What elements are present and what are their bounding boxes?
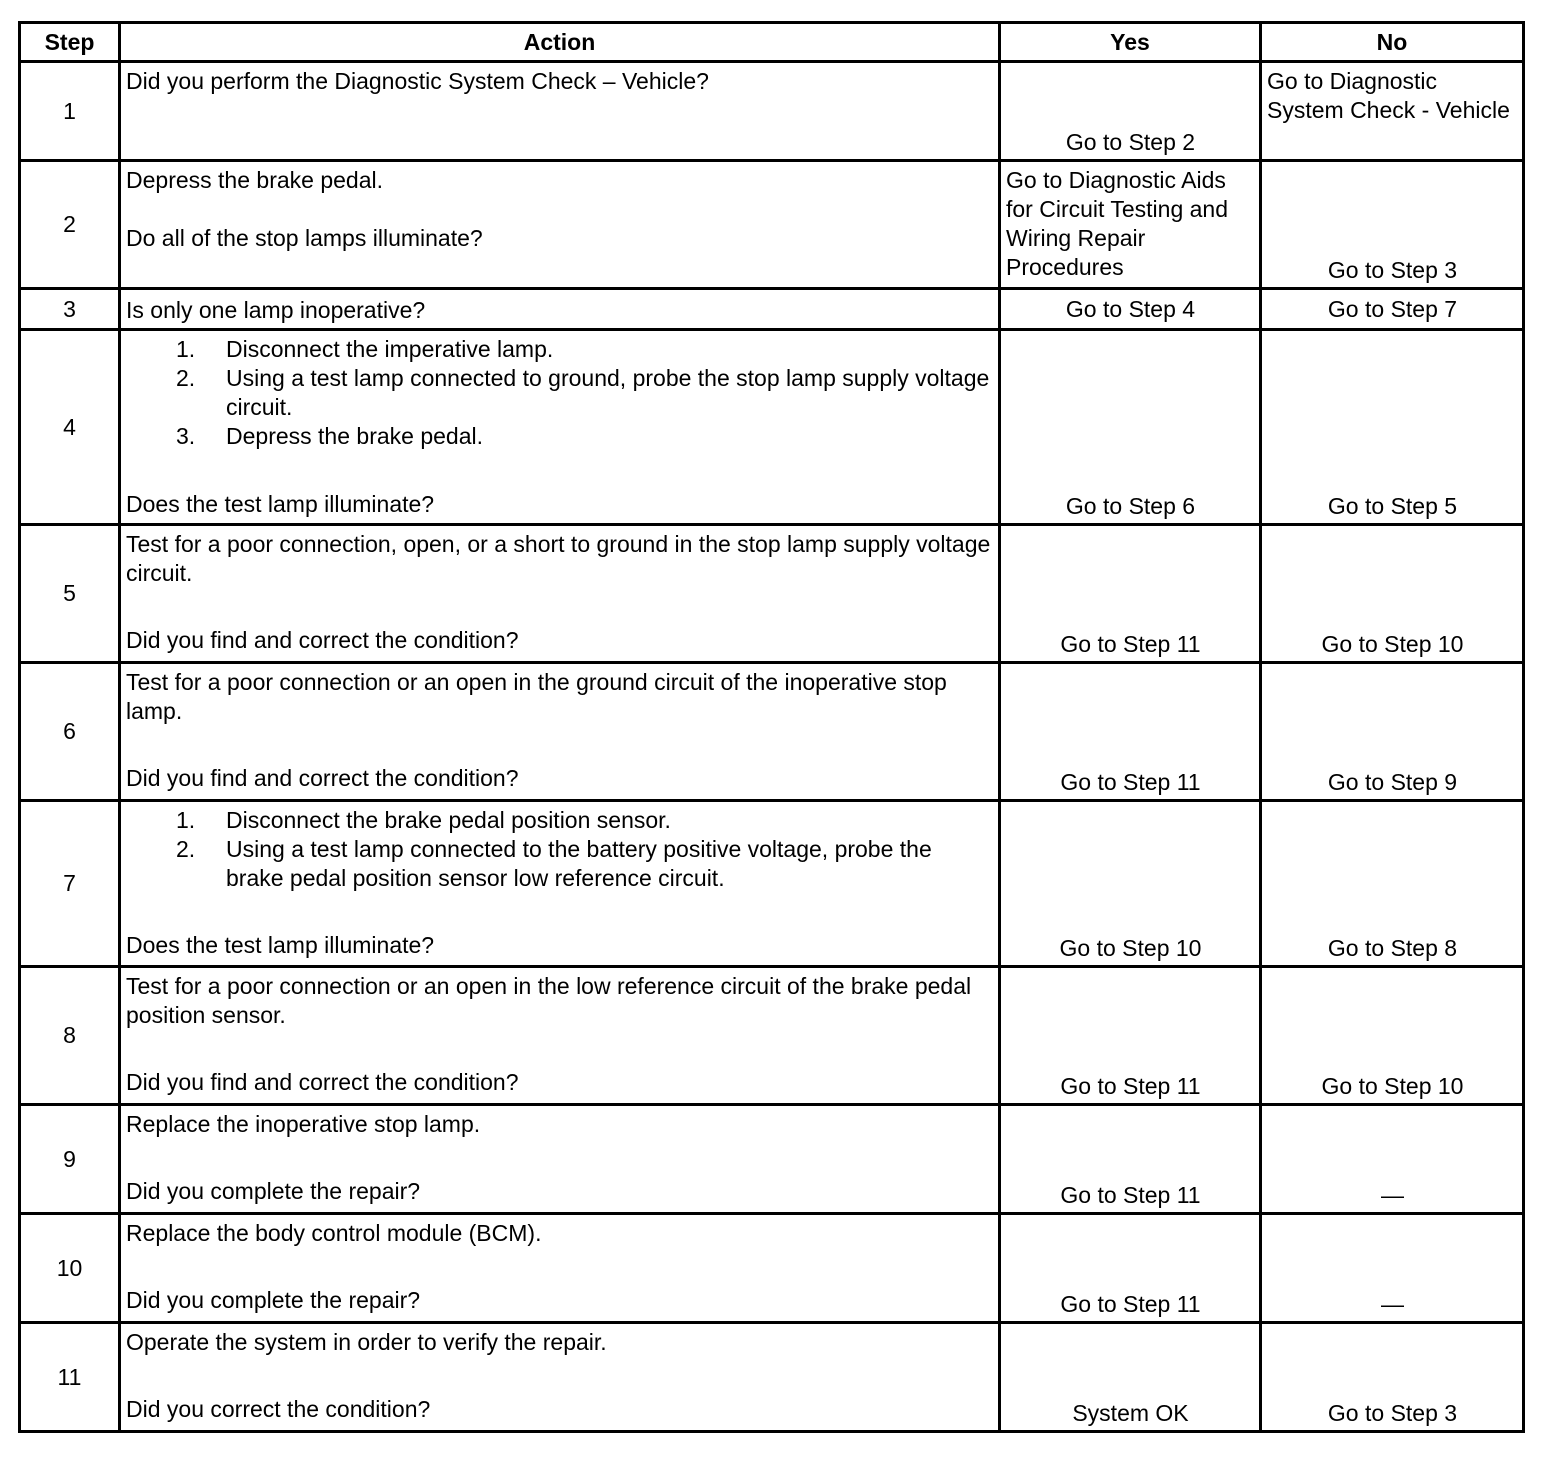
action-cell	[120, 1105, 1000, 1214]
no-cell: Go to Step 10	[1261, 967, 1524, 1105]
substep-number: 1.	[176, 807, 196, 833]
yes-cell: Go to Step 4	[1000, 289, 1261, 330]
list-item	[126, 364, 994, 422]
no-cell: Go to Step 3	[1261, 1323, 1524, 1432]
action-text: Did you perform the Diagnostic System Check – Vehicle?	[126, 68, 709, 94]
action-question: Did you find and correct the condition?	[126, 765, 519, 791]
action-cell	[120, 663, 1000, 801]
action-text: Is only one lamp inoperative?	[126, 296, 426, 323]
step-number: 8	[20, 967, 120, 1105]
header-yes: Yes	[1000, 23, 1261, 62]
substep-text: Disconnect the brake pedal position sensor.	[226, 807, 671, 833]
table-row	[20, 1323, 1524, 1432]
step-number: 1	[20, 62, 120, 161]
yes-cell: Go to Step 2	[1000, 62, 1261, 161]
no-cell: Go to Step 7	[1261, 289, 1524, 330]
step-number: 2	[20, 161, 120, 289]
table-row	[20, 1105, 1524, 1214]
action-cell	[120, 330, 1000, 525]
action-cell	[120, 1323, 1000, 1432]
action-cell	[120, 62, 1000, 161]
no-cell: Go to Diagnostic System Check - Vehicle	[1261, 62, 1524, 161]
yes-cell: Go to Step 6	[1000, 330, 1261, 525]
action-text: Replace the inoperative stop lamp.	[126, 1111, 481, 1137]
action-cell	[120, 161, 1000, 289]
table-row	[20, 967, 1524, 1105]
substep-text: Using a test lamp connected to ground, probe the stop lamp supply voltage circuit.	[226, 365, 990, 420]
no-cell: Go to Step 10	[1261, 525, 1524, 663]
yes-cell: Go to Step 11	[1000, 1214, 1261, 1323]
header-row	[20, 23, 1524, 62]
action-cell	[120, 801, 1000, 967]
action-question: Did you complete the repair?	[126, 1178, 421, 1204]
yes-cell: Go to Step 10	[1000, 801, 1261, 967]
list-item	[126, 835, 994, 893]
substep-text: Depress the brake pedal.	[226, 423, 483, 449]
table-row	[20, 1214, 1524, 1323]
action-text: Test for a poor connection or an open in the low reference circuit of the brake pedal position sensor.	[126, 973, 972, 1028]
substep-number: 1.	[176, 336, 196, 362]
substep-list	[126, 806, 994, 893]
action-text: Test for a poor connection or an open in the ground circuit of the inoperative stop lamp.	[126, 669, 947, 724]
action-question: Did you complete the repair?	[126, 1287, 421, 1313]
list-item	[126, 806, 994, 835]
action-text: Operate the system in order to verify the repair.	[126, 1329, 607, 1355]
step-number: 10	[20, 1214, 120, 1323]
step-number: 7	[20, 801, 120, 967]
table-row	[20, 801, 1524, 967]
action-cell	[120, 967, 1000, 1105]
no-cell: Go to Step 8	[1261, 801, 1524, 967]
substep-number: 2.	[176, 365, 196, 391]
header-step: Step	[20, 23, 120, 62]
header-action: Action	[120, 23, 1000, 62]
action-text: Replace the body control module (BCM).	[126, 1220, 542, 1246]
no-cell: Go to Step 5	[1261, 330, 1524, 525]
action-question: Does the test lamp illuminate?	[126, 491, 435, 517]
action-cell	[120, 289, 1000, 330]
action-cell	[120, 1214, 1000, 1323]
action-text: Test for a poor connection, open, or a short to ground in the stop lamp supply voltage circuit.	[126, 531, 991, 586]
substep-number: 2.	[176, 836, 196, 862]
diagnostic-table	[18, 21, 1525, 1433]
yes-cell: Go to Step 11	[1000, 967, 1261, 1105]
step-number: 9	[20, 1105, 120, 1214]
no-cell: Go to Step 9	[1261, 663, 1524, 801]
action-cell	[120, 525, 1000, 663]
action-question: Did you find and correct the condition?	[126, 1069, 519, 1095]
no-cell: —	[1261, 1105, 1524, 1214]
table-row	[20, 330, 1524, 525]
table-row	[20, 663, 1524, 801]
substep-text: Disconnect the imperative lamp.	[226, 336, 554, 362]
action-question: Do all of the stop lamps illuminate?	[126, 225, 483, 251]
action-question: Did you correct the condition?	[126, 1396, 431, 1422]
list-item	[126, 422, 994, 451]
step-number: 5	[20, 525, 120, 663]
header-no: No	[1261, 23, 1524, 62]
yes-cell: Go to Diagnostic Aids for Circuit Testing and Wiring Repair Procedures	[1000, 161, 1261, 289]
no-cell: Go to Step 3	[1261, 161, 1524, 289]
step-number: 4	[20, 330, 120, 525]
yes-cell: Go to Step 11	[1000, 525, 1261, 663]
step-number: 3	[20, 289, 120, 330]
table-row	[20, 62, 1524, 161]
step-number: 11	[20, 1323, 120, 1432]
substep-text: Using a test lamp connected to the battery positive voltage, probe the brake pedal position sensor low reference circuit.	[226, 836, 932, 891]
no-cell: —	[1261, 1214, 1524, 1323]
yes-cell: System OK	[1000, 1323, 1261, 1432]
table-row	[20, 289, 1524, 330]
step-number: 6	[20, 663, 120, 801]
substep-list	[126, 335, 994, 451]
table-row	[20, 161, 1524, 289]
yes-cell: Go to Step 11	[1000, 1105, 1261, 1214]
yes-cell: Go to Step 11	[1000, 663, 1261, 801]
action-text: Depress the brake pedal.	[126, 167, 383, 193]
table-row	[20, 525, 1524, 663]
action-question: Does the test lamp illuminate?	[126, 932, 435, 958]
list-item	[126, 335, 994, 364]
substep-number: 3.	[176, 423, 196, 449]
action-question: Did you find and correct the condition?	[126, 627, 519, 653]
